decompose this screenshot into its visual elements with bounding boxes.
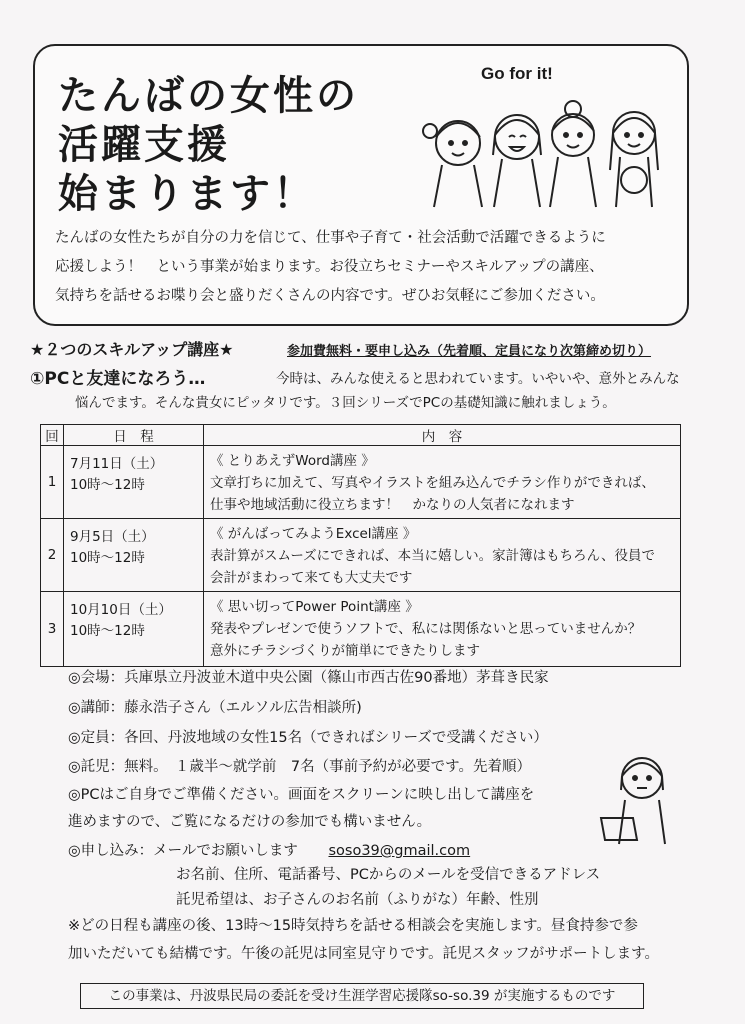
table-row (41, 519, 681, 592)
intro-line: 気持ちを話せるお喋り会と盛りだくさんの内容です。ぜひお気軽にご参加ください。 (55, 288, 605, 304)
session-time: 10時〜12時 (70, 623, 145, 639)
session-line: 仕事や地域活動に役立ちます！ かなりの人気者になれます (210, 497, 575, 513)
title-line-2: 活躍支援 (58, 121, 230, 168)
apply-detail-2: 託児希望は、お子さんのお名前（ふりがな）年齢、性別 (176, 892, 539, 908)
note-line-1: ※どの日程も講座の後、13時〜15時気持ちを話せる相談会を実施します。昼食持参で参 (68, 918, 638, 934)
tagline: Go for it! (481, 64, 553, 83)
session-line: 発表やプレゼンで使うソフトで、私には関係ないと思っていませんか？ (210, 621, 642, 637)
section-note: 参加費無料・要申し込み（先着順、定員になり次第締め切り） (287, 344, 652, 359)
table-row (41, 592, 681, 667)
title-line-1: たんばの女性の (58, 72, 359, 119)
pc-info-2: 進めますので、ご覧になるだけの参加でも構いません。 (68, 814, 432, 830)
session-line: 表計算がスムーズにできれば、本当に嬉しい。家計簿はもちろん、役員で (210, 548, 655, 564)
course-description-2: 悩んでます。そんな貴女にピッタリです。３回シリーズでPCの基礎知識に触れましょう。 (75, 395, 616, 411)
session-number: 3 (41, 592, 64, 667)
woman-laptop-icon (597, 748, 687, 848)
lecturer-info: ◎講師：藤永浩子さん（エルソル広告相談所) (68, 700, 362, 716)
session-date-cell (64, 592, 204, 667)
session-date: 9月5日（土） (70, 529, 155, 545)
header-date: 日 程 (64, 425, 204, 446)
course-heading: ①PCと友達になろう… (30, 369, 206, 389)
table-header-row (41, 425, 681, 446)
intro-line: 応援しよう！ という事業が始まります。お役立ちセミナーやスキルアップの講座、 (55, 259, 604, 275)
apply-email-link[interactable]: soso39@gmail.com (328, 843, 471, 859)
header-num: 回 (41, 425, 64, 446)
apply-info (68, 839, 470, 860)
capacity-info: ◎定員：各回、丹波地域の女性15名（できればシリーズで受講ください） (68, 730, 548, 746)
schedule-table (40, 424, 681, 667)
session-time: 10時〜12時 (70, 550, 145, 566)
pc-info-1: ◎PCはご自身でご準備ください。画面をスクリーンに映し出して講座を (68, 787, 535, 803)
session-number: 2 (41, 519, 64, 592)
childcare-info: ◎託児：無料。 １歳半〜就学前 7名（事前予約が必要です。先着順） (68, 759, 531, 775)
table-row (41, 446, 681, 519)
session-title: 《 とりあえずWord講座 》 (210, 453, 375, 469)
session-date: 10月10日（土） (70, 602, 172, 618)
session-date: 7月11日（土） (70, 456, 164, 472)
section-title: ★２つのスキルアップ講座★ (30, 340, 234, 359)
session-date-cell (64, 519, 204, 592)
session-line: 会計がまわって来ても大丈夫です (210, 570, 413, 586)
header-content: 内 容 (204, 425, 681, 446)
venue-info: ◎会場：兵庫県立丹波並木道中央公園（篠山市西古佐90番地）茅葺き民家 (68, 670, 549, 686)
intro-text (55, 224, 680, 311)
intro-line: たんばの女性たちが自分の力を信じて、仕事や子育て・社会活動で活躍できるように (55, 230, 606, 246)
session-line: 意外にチラシづくりが簡単にできたりします (210, 643, 480, 659)
session-number: 1 (41, 446, 64, 519)
session-content (204, 592, 681, 667)
session-title: 《 思い切ってPower Point講座 》 (210, 599, 419, 615)
apply-label: ◎申し込み：メールでお願いします (68, 843, 298, 859)
session-content (204, 446, 681, 519)
footer-notice: この事業は、丹波県民局の委託を受け生涯学習応援隊so-so.39 が実施するものです (80, 983, 644, 1009)
title-line-3: 始まります！ (58, 170, 316, 217)
session-content (204, 519, 681, 592)
women-illustration-icon (420, 95, 665, 210)
course-description-1: 今時は、みんな使えると思われています。いやいや、意外とみんな (276, 371, 680, 387)
note-line-2: 加いただいても結構です。午後の託児は同室見守りです。託児スタッフがサポートします。 (68, 946, 660, 962)
session-time: 10時〜12時 (70, 477, 145, 493)
session-title: 《 がんばってみようExcel講座 》 (210, 526, 417, 542)
session-date-cell (64, 446, 204, 519)
session-line: 文章打ちに加えて、写真やイラストを組み込んでチラシ作りができれば、 (210, 475, 655, 491)
apply-detail-1: お名前、住所、電話番号、PCからのメールを受信できるアドレス (176, 867, 601, 883)
